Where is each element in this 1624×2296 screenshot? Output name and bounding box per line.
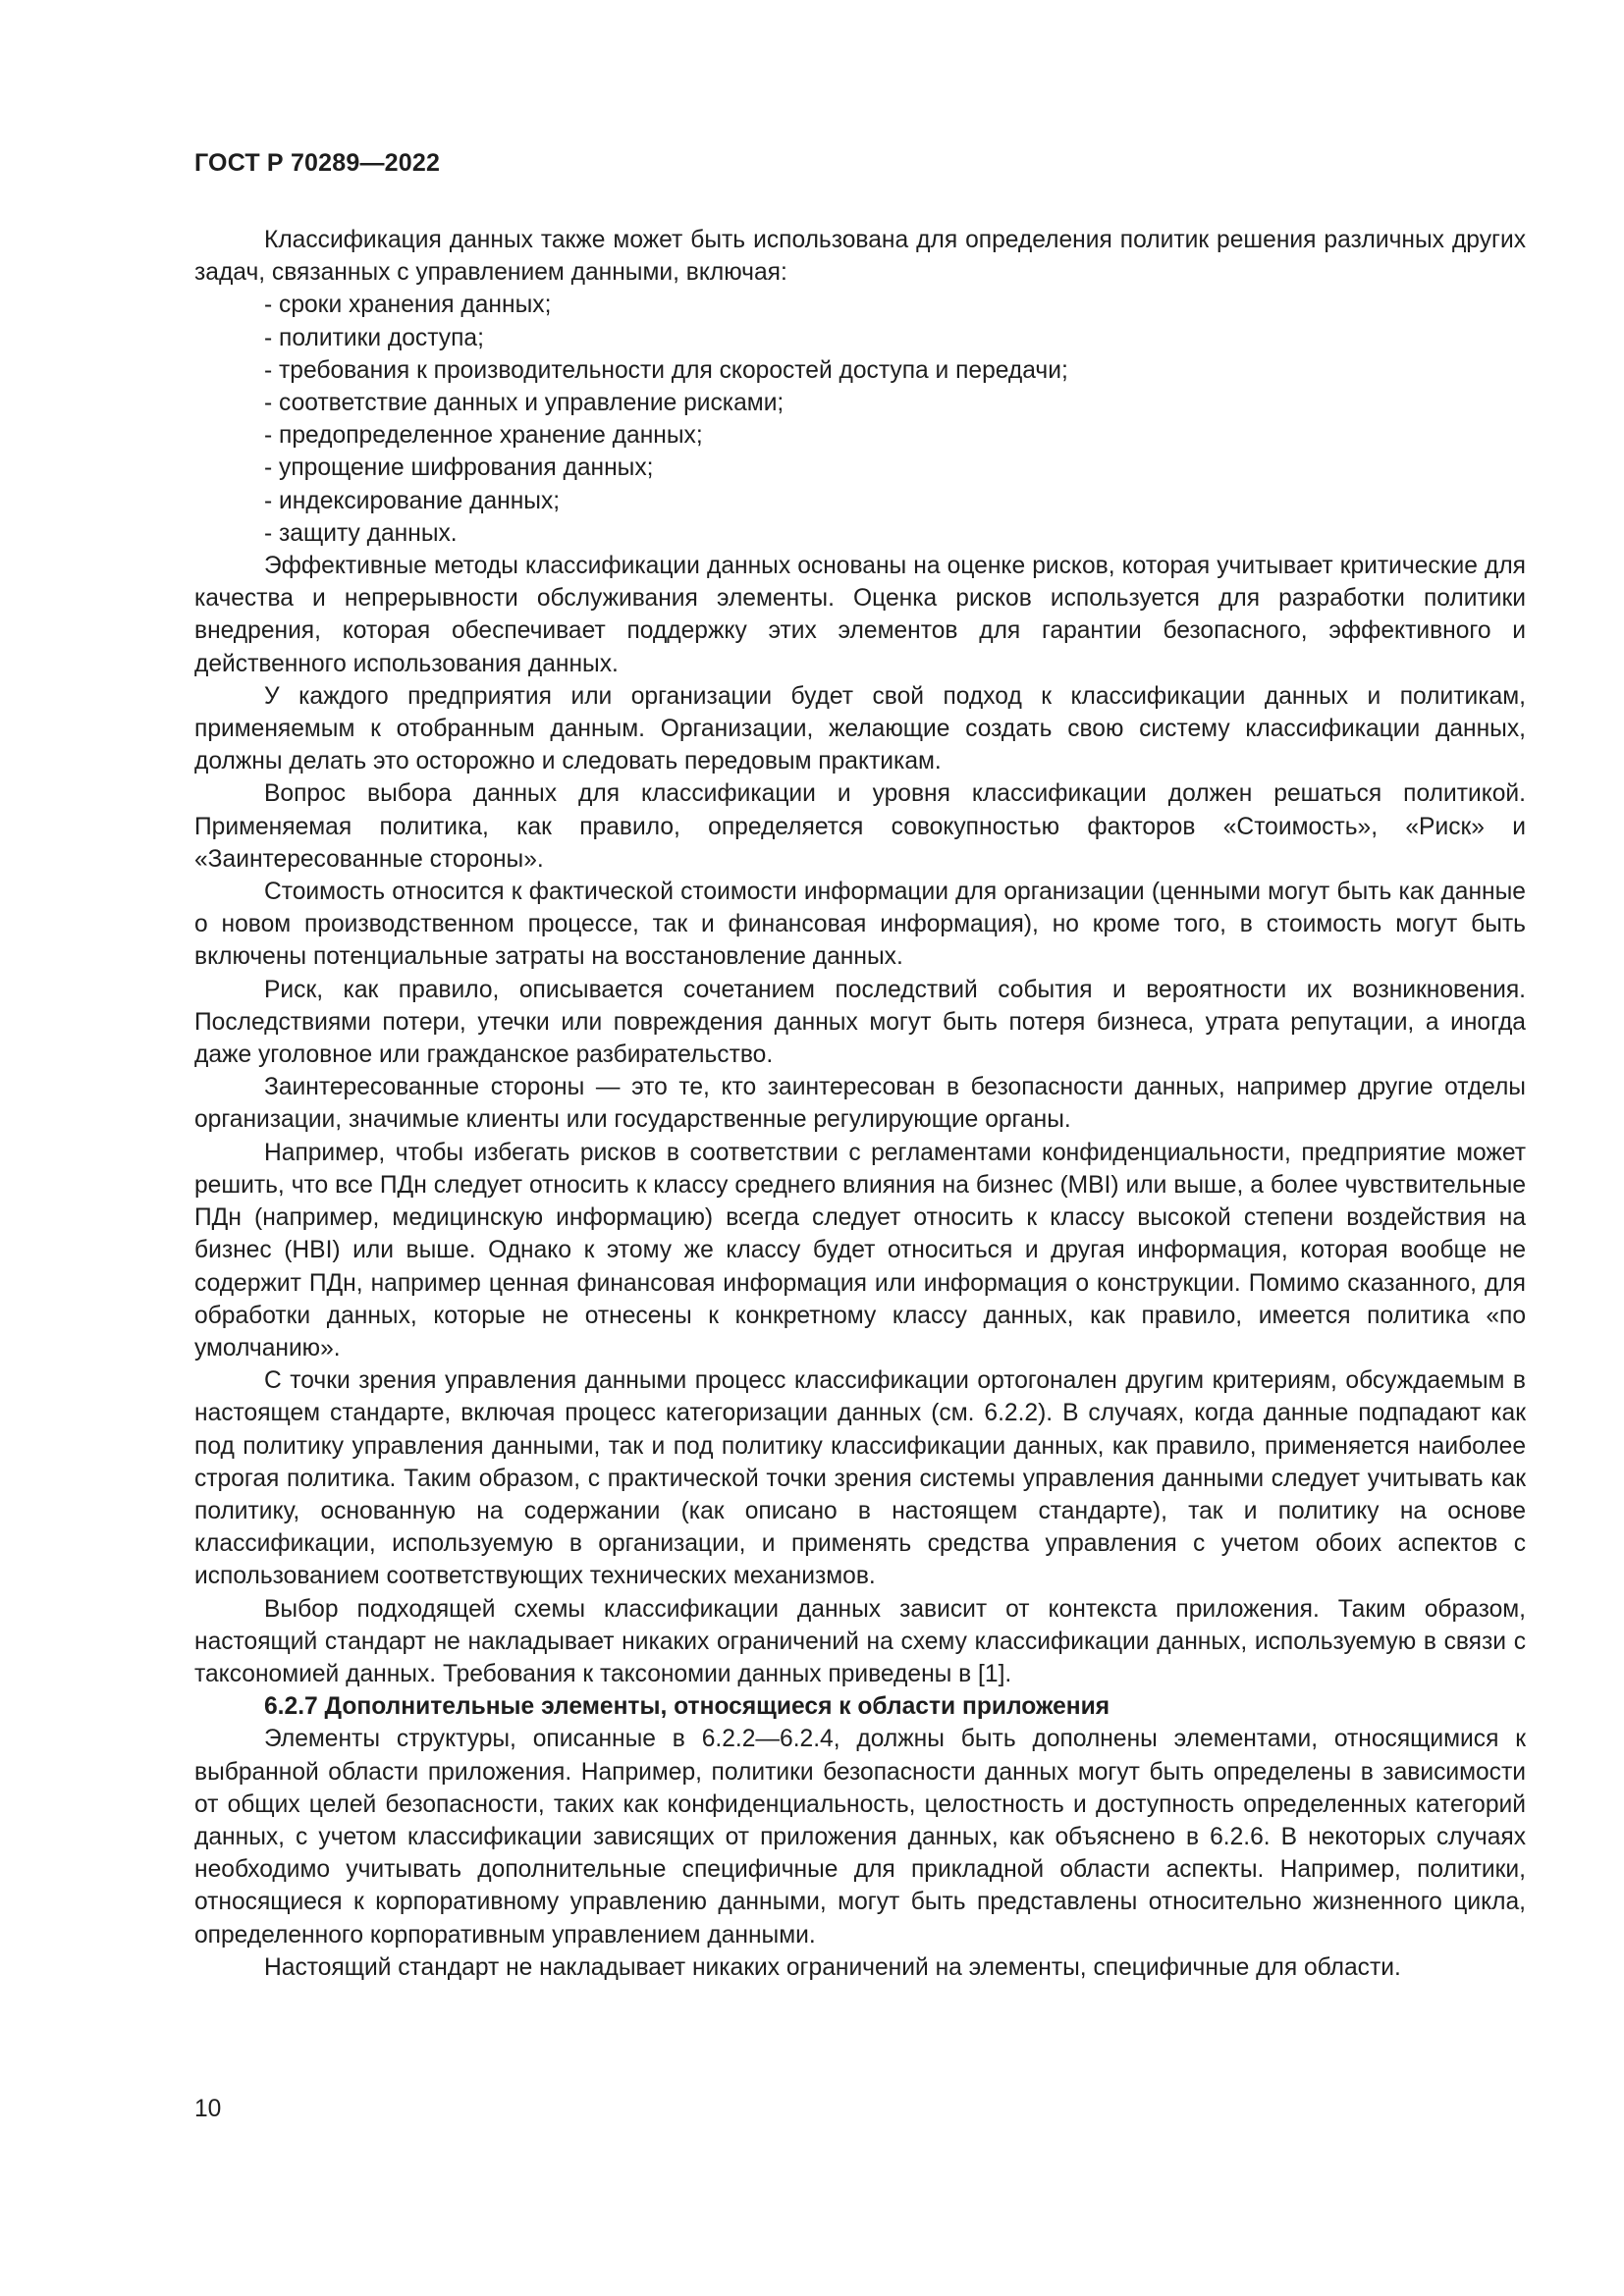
paragraph-cost: Стоимость относится к фактической стоимости информации для организации (ценными могут быть как данные о новом производственном процессе, так и финансовая информация), но кроме того, в стоимость могут быть включены потенциальные затраты на восстановление данных. bbox=[194, 879, 1526, 971]
paragraph-enterprise-approach: У каждого предприятия или организации будет свой подход к классификации данных и политикам, применяемым к отобранным данным. Организации, желающие создать свою систему классификации данных, должны делать это осторожно и следовать передовым практикам. bbox=[194, 682, 1526, 775]
list-item: - упрощение шифрования данных; bbox=[264, 452, 1526, 484]
paragraph-risk-methods: Эффективные методы классификации данных основаны на оценке рисков, которая учитывает критические для качества и непрерывности обслуживания элементы. Оценка рисков используется для разработки политики внедрения, которая обеспечивает поддержку этих элементов для гарантии безопасного, эффективного и действенного использования данных. bbox=[194, 553, 1526, 677]
paragraph-structure-elements: Элементы структуры, описанные в 6.2.2—6.2.4, должны быть дополнены элементами, относящимися к выбранной области приложения. Например, политики безопасности данных могут быть определены в зависимости от общих целей безопасности, таких как конфиденциальность, целостность и доступность определенных категорий данных, с учетом классификации зависящих от приложения данных, как объяснено в 6.2.6. В некоторых случаях необходимо учитывать дополнительные специфичные для прикладной области аспекты. Например, политики, относящиеся к корпоративному управлению данными, могут быть представлены относительно жизненного цикла, определенного корпоративным управлением данными. bbox=[194, 1726, 1526, 1949]
section-heading: 6.2.7 Дополнительные элементы, относящиеся к области приложения bbox=[264, 1693, 1110, 1721]
list-item: - требования к производительности для скоростей доступа и передачи; bbox=[264, 354, 1526, 387]
paragraph-risk: Риск, как правило, описывается сочетанием последствий события и вероятности их возникновения. Последствиями потери, утечки или повреждения данных могут быть потеря бизнеса, утрата репутации, а иногда даже уголовное или гражданское разбирательство. bbox=[194, 976, 1526, 1069]
document-body bbox=[194, 224, 1526, 1984]
standard-header: ГОСТ Р 70289—2022 bbox=[194, 149, 441, 177]
paragraph-example-pii: Например, чтобы избегать рисков в соответствии с регламентами конфиденциальности, предприятие может решить, что все ПДн следует относить к классу среднего влияния на бизнес (MBI) или выше, а более чувствительные ПДн (например, медицинскую информацию) всегда следует относить к классу высокой степени воздействия на бизнес (HBI) или выше. Однако к этому же классу будет относиться и другая информация, которая вообще не содержит ПДн, например ценная финансовая информация или информация о конструкции. Помимо сказанного, для обработки данных, которые не отнесены к конкретному классу данных, как правило, имеется политика «по умолчанию». bbox=[194, 1139, 1526, 1362]
intro-paragraph: Классификация данных также может быть использована для определения политик решения различных других задач, связанных с управлением данными, включая: bbox=[194, 227, 1526, 287]
list-item: - индексирование данных; bbox=[264, 485, 1526, 517]
page-number: 10 bbox=[194, 2096, 222, 2122]
paragraph-stakeholders: Заинтересованные стороны — это те, кто заинтересован в безопасности данных, например другие отделы организации, значимые клиенты или государственные регулирующие органы. bbox=[194, 1074, 1526, 1134]
list-item: - политики доступа; bbox=[264, 322, 1526, 354]
list-item: - предопределенное хранение данных; bbox=[264, 419, 1526, 452]
list-item: - защиту данных. bbox=[264, 517, 1526, 550]
list-item: - сроки хранения данных; bbox=[264, 289, 1526, 321]
paragraph-scheme-choice: Выбор подходящей схемы классификации данных зависит от контекста приложения. Таким образом, настоящий стандарт не накладывает никаких ограничений на схему классификации данных, используемую в связи с таксономией данных. Требования к таксономии данных приведены в [1]. bbox=[194, 1595, 1526, 1687]
list-item: - соответствие данных и управление рисками; bbox=[264, 387, 1526, 419]
paragraph-orthogonal: С точки зрения управления данными процесс классификации ортогонален другим критериям, обсуждаемым в настоящем стандарте, включая процесс категоризации данных (см. 6.2.2). В случаях, когда данные подпадают как под политику управления данными, так и под политику классификации данных, как правило, применяется наиболее строгая политика. Таким образом, с практической точки зрения системы управления данными следует учитывать как политику, основанную на содержании (как описано в настоящем стандарте), так и политику на основе классификации, используемую в организации, и применять средства управления с учетом обоих аспектов с использованием соответствующих технических механизмов. bbox=[194, 1367, 1526, 1590]
bullet-list bbox=[194, 289, 1526, 550]
paragraph-no-restrictions: Настоящий стандарт не накладывает никаких ограничений на элементы, специфичные для области. bbox=[264, 1953, 1401, 1981]
paragraph-data-selection: Вопрос выбора данных для классификации и уровня классификации должен решаться политикой. Применяемая политика, как правило, определяется совокупностью факторов «Стоимость», «Риск» и «Заинтересованные стороны». bbox=[194, 780, 1526, 873]
